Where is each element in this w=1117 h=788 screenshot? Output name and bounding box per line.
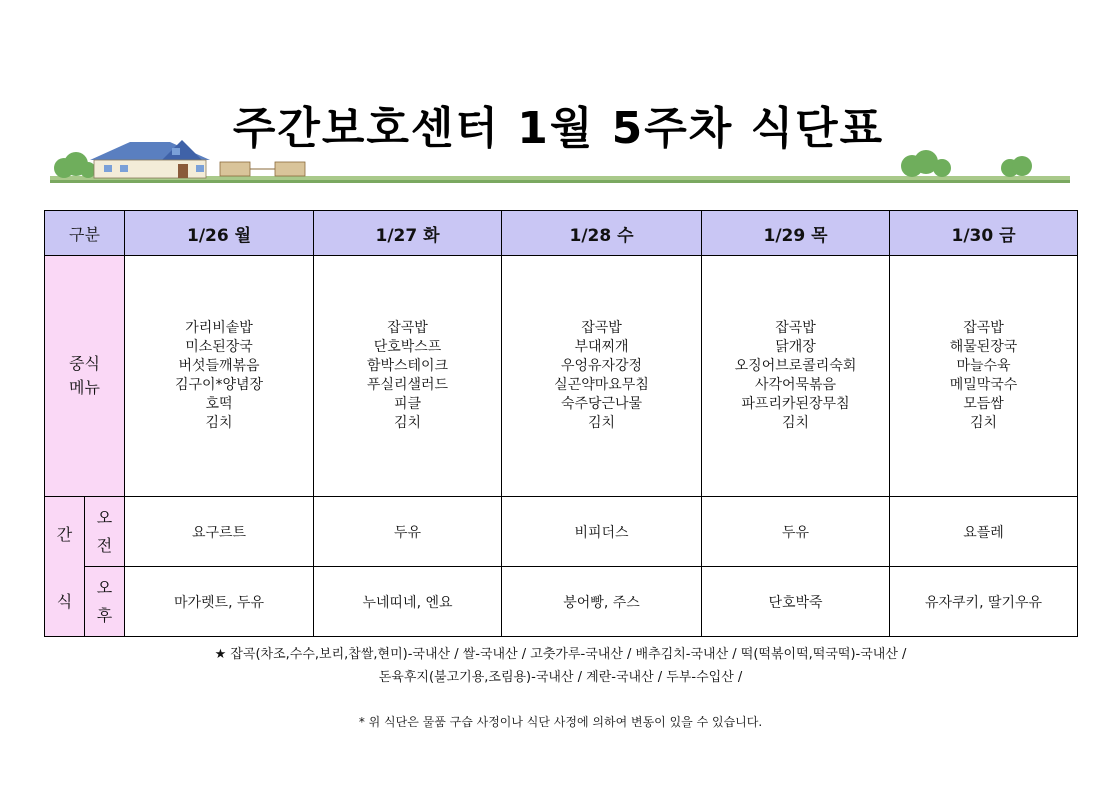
menu-item: 김치 <box>587 415 616 431</box>
menu-item: 잡곡밥 <box>775 320 816 336</box>
menu-item: 메밀막국수 <box>949 377 1018 393</box>
header-day-mon: 1/26 월 <box>125 211 314 256</box>
snack-label-top: 간 <box>56 524 73 544</box>
menu-item: 실곤약마요무침 <box>554 377 649 393</box>
snack-pm-tue: 누네띠네, 엔요 <box>314 567 502 637</box>
menu-item: 파프리카된장무침 <box>741 396 850 412</box>
snack-am-wed: 비피더스 <box>502 497 702 567</box>
lunch-label-line2: 메뉴 <box>69 378 100 397</box>
menu-item: 함박스테이크 <box>366 358 449 374</box>
snack-pm-mon: 마가렛트, 두유 <box>125 567 314 637</box>
menu-item: 피클 <box>393 396 422 412</box>
page-title: 주간보호센터 1월 5주차 식단표 <box>232 103 885 154</box>
snack-pm-label-line2: 후 <box>96 605 113 625</box>
origin-note-line1: ★ 잡곡(차조,수수,보리,찹쌀,현미)-국내산 / 쌀-국내산 / 고춧가루-국내산 / 배추김치-국내산 / 떡(떡볶이떡,떡국떡)-국내산 / <box>214 647 907 662</box>
snack-pm-label-line1: 오 <box>96 577 113 597</box>
menu-item: 모듬쌈 <box>963 396 1004 412</box>
lunch-cell-tue <box>314 256 502 497</box>
lunch-label <box>45 256 125 497</box>
snack-am-tue: 두유 <box>314 497 502 567</box>
snack-am-mon: 요구르트 <box>125 497 314 567</box>
snack-pm-label <box>85 567 125 637</box>
header-day-thu: 1/29 목 <box>702 211 890 256</box>
lunch-cell-mon <box>125 256 314 497</box>
header-row <box>45 211 1078 256</box>
lunch-cell-wed <box>502 256 702 497</box>
menu-item: 사각어묵볶음 <box>754 377 837 393</box>
menu-item: 우엉유자강정 <box>560 358 643 374</box>
header-gubun: 구분 <box>45 211 125 256</box>
snack-label-bottom: 식 <box>56 591 73 611</box>
snack-pm-fri: 유자쿠키, 딸기우유 <box>890 567 1078 637</box>
menu-item: 김치 <box>781 415 810 431</box>
menu-item: 닭개장 <box>775 339 816 355</box>
menu-item: 버섯들깨볶음 <box>178 358 260 374</box>
menu-item: 김치 <box>205 415 233 431</box>
menu-item: 부대찌개 <box>574 339 629 355</box>
origin-note-line2: 돈육후지(불고기용,조림용)-국내산 / 계란-국내산 / 두부-수입산 / <box>378 670 743 685</box>
snack-am-fri: 요플레 <box>890 497 1078 567</box>
house-banner-illustration <box>50 138 1070 186</box>
lunch-row <box>45 256 1078 497</box>
menu-item: 잡곡밥 <box>963 320 1004 336</box>
menu-item: 김구이*양념장 <box>174 377 264 393</box>
snack-am-thu: 두유 <box>702 497 890 567</box>
menu-item: 김치 <box>969 415 998 431</box>
menu-item: 잡곡밥 <box>581 320 622 336</box>
disclaimer-note: * 위 식단은 물품 구습 사정이나 식단 사정에 의하여 변동이 있을 수 있습니다. <box>358 715 763 729</box>
lunch-cell-thu <box>702 256 890 497</box>
header-day-tue: 1/27 화 <box>314 211 502 256</box>
lunch-cell-fri <box>890 256 1078 497</box>
snack-pm-wed: 붕어빵, 주스 <box>502 567 702 637</box>
menu-table <box>44 210 1078 637</box>
snack-am-label <box>85 497 125 567</box>
snack-pm-row <box>45 567 1078 637</box>
menu-item: 호떡 <box>205 396 233 412</box>
menu-item: 미소된장국 <box>185 339 253 355</box>
snack-am-label-line1: 오 <box>96 507 113 527</box>
snack-label <box>45 497 85 637</box>
header-day-fri: 1/30 금 <box>890 211 1078 256</box>
lunch-label-line1: 중식 <box>69 354 100 373</box>
menu-item: 가리비솥밥 <box>185 320 253 336</box>
snack-pm-thu: 단호박죽 <box>702 567 890 637</box>
header-day-wed: 1/28 수 <box>502 211 702 256</box>
menu-item: 마늘수육 <box>956 358 1011 374</box>
snack-am-label-line2: 전 <box>96 535 113 555</box>
snack-am-row <box>45 497 1078 567</box>
menu-item: 단호박스프 <box>373 339 442 355</box>
menu-item: 오징어브로콜리숙회 <box>734 358 857 374</box>
menu-item: 해물된장국 <box>949 339 1018 355</box>
menu-item: 푸실리샐러드 <box>366 377 449 393</box>
menu-item: 김치 <box>393 415 422 431</box>
menu-item: 숙주당근나물 <box>560 396 643 412</box>
menu-item: 잡곡밥 <box>387 320 428 336</box>
